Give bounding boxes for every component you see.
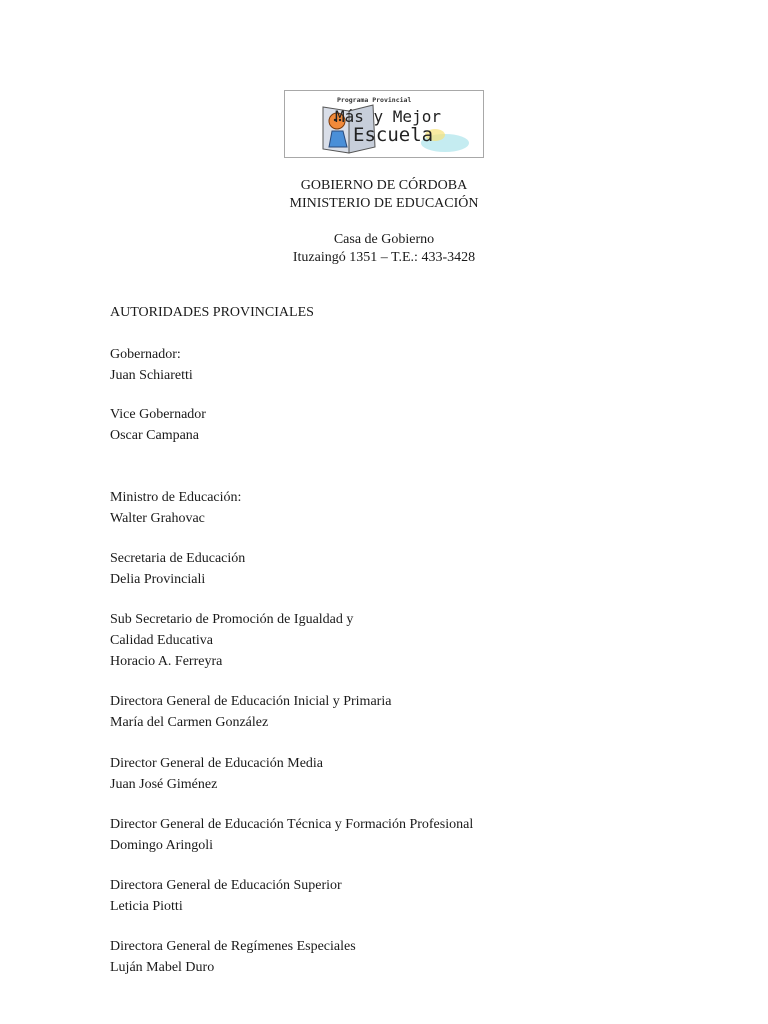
address-line: Ituzaingó 1351 – T.E.: 433-3428	[292, 250, 476, 265]
authority-entry	[110, 875, 342, 917]
authority-role: Directora General de Regímenes Especiales	[110, 939, 356, 954]
authority-entry	[110, 548, 245, 590]
government-name: GOBIERNO DE CÓRDOBA	[300, 178, 468, 193]
authority-name: Juan Schiaretti	[110, 368, 193, 383]
authority-role: Vice Gobernador	[110, 407, 206, 422]
authority-name: Juan José Giménez	[110, 777, 218, 792]
authority-name: Luján Mabel Duro	[110, 960, 215, 975]
authority-name: Horacio A. Ferreyra	[110, 654, 223, 669]
authority-role: Secretaria de Educación	[110, 551, 246, 566]
logo-top-text: Programa Provincial	[337, 96, 412, 104]
authority-entry	[110, 691, 391, 733]
authority-entry	[110, 753, 323, 795]
authority-role: Sub Secretario de Promoción de Igualdad y	[110, 612, 354, 627]
authority-entry	[110, 936, 356, 978]
header-address	[0, 231, 768, 267]
authority-role: Ministro de Educación:	[110, 490, 242, 505]
authority-entry	[110, 814, 473, 856]
authority-role: Gobernador:	[110, 347, 181, 362]
logo-graphic	[285, 91, 483, 157]
header-institution	[0, 177, 768, 213]
authority-role: Director General de Educación Media	[110, 756, 324, 771]
authority-entry	[110, 609, 353, 672]
logo-line1: Más y Mejor	[335, 107, 441, 126]
authority-name: Walter Grahovac	[110, 511, 205, 526]
logo-line2: Escuela	[353, 124, 434, 146]
section-title: AUTORIDADES PROVINCIALES	[110, 305, 314, 320]
authority-entry	[110, 487, 241, 529]
authority-role-continued: Calidad Educativa	[110, 633, 214, 648]
authority-name: Domingo Aringoli	[110, 838, 214, 853]
authority-role: Directora General de Educación Inicial y Primaria	[110, 694, 392, 709]
ministry-name: MINISTERIO DE EDUCACIÓN	[289, 196, 479, 211]
authority-role: Director General de Educación Técnica y Formación Profesional	[110, 817, 474, 832]
authority-entry	[110, 404, 206, 446]
program-logo	[284, 90, 484, 158]
authority-role: Directora General de Educación Superior	[110, 878, 342, 893]
building-name: Casa de Gobierno	[333, 232, 435, 247]
authority-name: Leticia Piotti	[110, 899, 183, 914]
authority-entry	[110, 344, 193, 386]
authority-name: Delia Provinciali	[110, 572, 206, 587]
authority-name: Oscar Campana	[110, 428, 200, 443]
authority-name: María del Carmen González	[110, 715, 269, 730]
